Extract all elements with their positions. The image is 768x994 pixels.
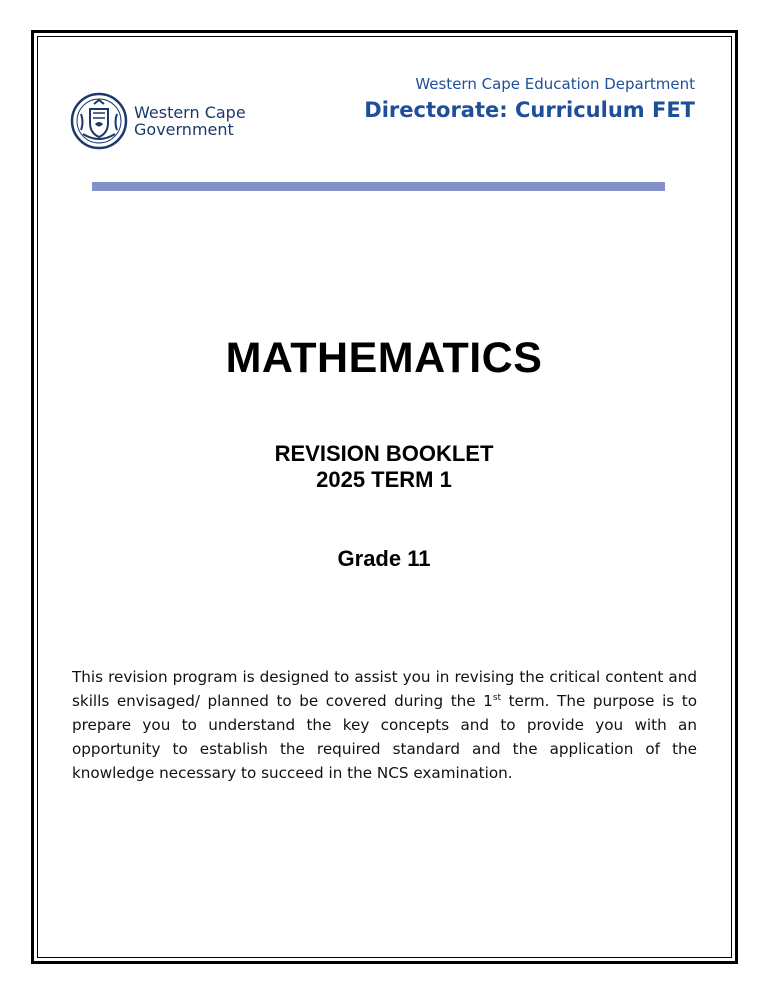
intro-paragraph [72,665,697,785]
subject-title: MATHEMATICS [225,334,543,382]
booklet-title: REVISION BOOKLET [274,441,494,466]
intro-text-part2: term. The purpose is to prepare you to understand the key concepts and to provide you with an opportunity to establish the required standard and the application of the knowledge necessary to succeed in the NCS examination. [72,692,697,783]
logo-wordmark [134,104,246,138]
logo-text-line2: Government [134,120,234,139]
directorate-name: Directorate: Curriculum FET [364,98,695,122]
term-title: 2025 TERM 1 [316,467,452,492]
header-department [364,74,695,123]
logo-text-line1: Western Cape [134,103,246,122]
page-border-inner [37,36,732,958]
intro-text-part1: This revision program is designed to assist you in revising the critical content and skills envisaged/ planned to be covered during the 1 [72,668,697,711]
department-name: Western Cape Education Department [415,75,695,93]
header-divider [92,182,665,191]
coat-of-arms-icon [70,92,128,150]
government-logo [70,92,246,150]
grade-title: Grade 11 [337,546,431,571]
intro-superscript: st [492,693,502,704]
